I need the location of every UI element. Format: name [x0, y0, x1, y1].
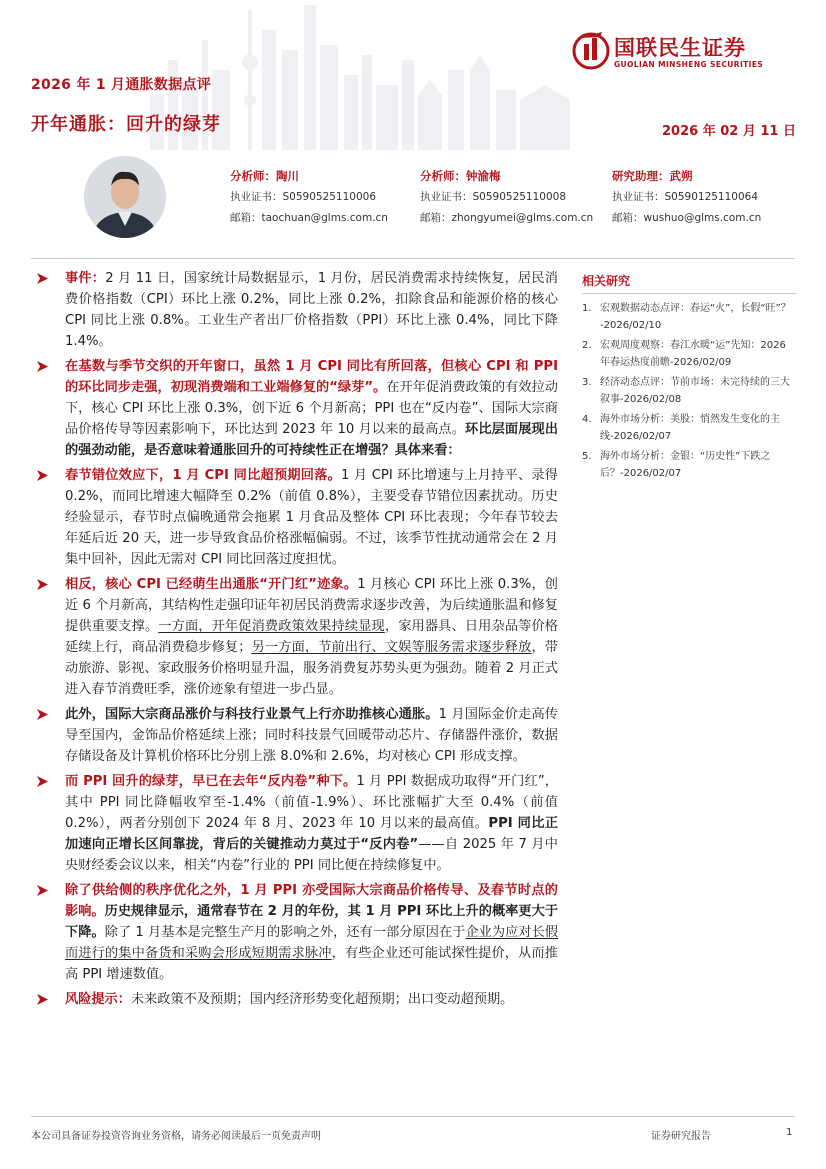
paragraph-text: 2 月 11 日，国家统计局数据显示，1 月份，居民消费需求持续恢复，居民消费价格指数（CPI）环比上涨 0.2%，同比上涨 0.2%，扣除食品和能源价格的核心 CPI 同比上涨 0.8%。工业生产者出厂价格指数（PPI）环比上涨 0.4%，同比下降 1.4%。: [65, 271, 558, 349]
paragraph-text: 除了 1 月基本是完整生产月的影响之外，还有一部分原因在于: [104, 925, 466, 940]
analyst-name: 研究助理：武朔: [612, 169, 693, 183]
bullet-arrow-icon: [36, 272, 49, 285]
item-title: 宏观周度观察：春江水暖“运”先知：2026 年春运热度前瞻-2026/02/09: [600, 340, 786, 368]
paragraph-ppi-factors: [36, 880, 558, 985]
paragraph-lead: 此外，国际大宗商品涨价与科技行业景气上行亦助推核心通胀。: [65, 707, 439, 722]
analyst-certificate: 执业证书：S0590525110008: [420, 191, 567, 203]
analyst-certificate: 执业证书：S0590525110006: [230, 191, 377, 203]
paragraph-lead: 相反，核心 CPI 已经萌生出通胀“开门红”迹象。: [65, 577, 358, 592]
paragraph-text: 未来政策不及预期；国内经济形势变化超预期；出口变动超预期。: [130, 992, 514, 1007]
analyst-email[interactable]: 邮箱：taochuan@glms.com.cn: [230, 212, 388, 224]
analyst-name: 分析师：陶川: [230, 169, 299, 183]
analyst-email[interactable]: 邮箱：zhongyumei@glms.com.cn: [420, 212, 594, 224]
paragraph-emphasis: 历史规律显示，通常春节在 2 月的年份，其 1 月 PPI 环比上升的概率更大于下降。: [65, 904, 559, 940]
logo-mark-icon: [572, 30, 610, 70]
paragraph-event: [36, 268, 558, 352]
paragraph-text: ，有些企业还可能试探性提价，从而推高 PPI 增速数值。: [65, 946, 558, 982]
paragraph-emphasis: 环比层面展现出的强劲动能，是否意味着通胀回升的可持续性正在增强？具体来看：: [65, 422, 559, 458]
avatar: [84, 156, 166, 238]
section-divider: [31, 258, 795, 259]
analyst-email[interactable]: 邮箱：wushuo@glms.com.cn: [612, 212, 762, 224]
paragraph-risk: [36, 989, 558, 1010]
item-number: 4.: [582, 414, 592, 425]
analyst-card-2: [420, 166, 593, 229]
paragraph-core-cpi: [36, 574, 558, 700]
logo-english-name: GUOLIAN MINSHENG SECURITIES: [614, 60, 764, 69]
analyst-name: 分析师：钟渝梅: [420, 169, 501, 183]
related-research-item[interactable]: [582, 448, 796, 482]
report-body: [36, 268, 558, 1014]
item-title: 海外市场分析：美股：悄然发生变化的主线-2026/02/07: [600, 414, 780, 442]
paragraph-lead: 除了供给侧的秩序优化之外，1 月 PPI 亦受国际大宗商品价格传导、及春节时点的影响。: [65, 883, 558, 919]
paragraph-text: ，家用器具、日用杂品等价格延续上行，商品消费稳步修复；: [65, 619, 558, 655]
bullet-arrow-icon: [36, 360, 49, 373]
item-number: 3.: [582, 377, 592, 388]
report-date: 2026 年 02 月 11 日: [662, 124, 796, 139]
series-title: 2026 年 1 月通胀数据点评: [31, 77, 212, 93]
paragraph-lead: 而 PPI 回升的绿芽，早已在去年“反内卷”种下。: [65, 774, 357, 789]
paragraph-lead: 风险提示：: [65, 992, 131, 1007]
company-logo: [572, 30, 802, 74]
bullet-arrow-icon: [36, 993, 49, 1006]
paragraph-text: ，带动旅游、影视、家政服务价格明显升温，服务消费复苏势头更为强劲。随着 2 月正式进入春节消费旺季，涨价迹象有望进一步凸显。: [65, 640, 558, 697]
paragraph-text: 在开年促消费政策的有效拉动下，核心 CPI 环比上涨 0.3%，创下近 6 个月新高；PPI 也在“反内卷”、国际大宗商品价格传导等因素影响下，环比达到 2023 年 10 月以来的最高点。: [65, 380, 558, 437]
logo-chinese-name: 国联民生证券: [614, 36, 746, 60]
page-title: 开年通胀：回升的绿芽: [31, 114, 221, 135]
analyst-card-1: [230, 166, 388, 229]
analyst-card-3: [612, 166, 761, 229]
paragraph-text: ——自 2025 年 7 月中央财经委会议以来，相关“内卷”行业的 PPI 同比便在持续修复中。: [65, 837, 558, 873]
bullet-arrow-icon: [36, 469, 49, 482]
related-research-item[interactable]: [582, 300, 796, 334]
footer-disclaimer: 本公司具备证券投资咨询业务资格，请务必阅读最后一页免责声明: [31, 1131, 321, 1142]
bullet-arrow-icon: [36, 578, 49, 591]
item-title: 海外市场分析：金银：“历史性”下跌之后？-2026/02/07: [600, 451, 771, 479]
paragraph-underline: 一方面，开年促消费政策效果持续显现: [158, 619, 385, 634]
footer-report-type: 证券研究报告: [651, 1131, 711, 1142]
paragraph-emphasis: PPI 同比正加速向正增长区间靠拢，背后的关键推动力莫过于“反内卷”: [65, 816, 559, 852]
item-title: 宏观数据动态点评：春运“火”，长假“旺”？ -2026/02/10: [600, 303, 791, 331]
item-number: 2.: [582, 340, 592, 351]
paragraph-text: 1 月 CPI 环比增速与上月持平、录得 0.2%，而同比增速大幅降至 0.2%（前值 0.8%），主要受春节错位因素扰动。历史经验显示，春节时点偏晚通常会拖累 1 月食品及整体 CPI 环比表现；今年春节较去年延后近 20 天，进一步导致食品价格涨幅偏弱。不过，该季节性扰动通常会在 2 月集中回补，因此无需对 CPI 同比回落过度担忧。: [65, 468, 558, 567]
bullet-arrow-icon: [36, 775, 49, 788]
item-title: 经济动态点评：节前市场：未完待续的三大叙事-2026/02/08: [600, 377, 790, 405]
paragraph-underline: 另一方面，节前出行、文娱等服务需求逐步释放: [251, 640, 532, 655]
item-number: 1.: [582, 303, 592, 314]
paragraph-commodities: [36, 704, 558, 767]
bullet-arrow-icon: [36, 884, 49, 897]
paragraph-cpi: [36, 465, 558, 570]
report-header: [0, 0, 826, 150]
related-research: [582, 272, 796, 485]
paragraph-ppi: [36, 771, 558, 876]
paragraph-text: 1 月国际金价走高传导至国内，金饰品价格延续上涨；同时科技景气回暖带动芯片、存储器件涨价，数据存储设备及计算机价格环比分别上涨 8.0%和 2.6%，均对核心 CPI 形成支撑。: [65, 707, 558, 764]
paragraph-lead: 春节错位效应下，1 月 CPI 同比超预期回落。: [65, 468, 342, 483]
related-research-title: 相关研究: [582, 272, 796, 294]
item-number: 5.: [582, 451, 592, 462]
analyst-photo-icon: [84, 156, 166, 238]
page-number: 1: [786, 1127, 793, 1138]
paragraph-underline: 企业为应对长假而进行的集中备货和采购会形成短期需求脉冲: [65, 925, 559, 961]
footer-divider: [31, 1116, 795, 1117]
analyst-certificate: 执业证书：S0590125110064: [612, 191, 759, 203]
paragraph-lead: 事件：: [65, 271, 106, 286]
paragraph-text: 1 月 PPI 数据成功取得“开门红”，其中 PPI 同比降幅收窄至-1.4%（前值-1.9%）、环比涨幅扩大至 0.4%（前值 0.2%），两者分别创下 2024 年 8 月、2023 年 10 月以来的最高值。: [65, 774, 558, 831]
related-research-item[interactable]: [582, 374, 796, 408]
bullet-arrow-icon: [36, 708, 49, 721]
paragraph-lead: 在基数与季节交织的开年窗口，虽然 1 月 CPI 同比有所回落，但核心 CPI 和 PPI 的环比同步走强，初现消费端和工业端修复的“绿芽”。: [65, 359, 558, 395]
paragraph-text: 1 月核心 CPI 环比上涨 0.3%，创近 6 个月新高，其结构性走强印证年初居民消费需求逐步改善，为后续通胀温和修复提供重要支撑。: [65, 577, 558, 634]
paragraph-summary: [36, 356, 558, 461]
related-research-item[interactable]: [582, 337, 796, 371]
related-research-item[interactable]: [582, 411, 796, 445]
